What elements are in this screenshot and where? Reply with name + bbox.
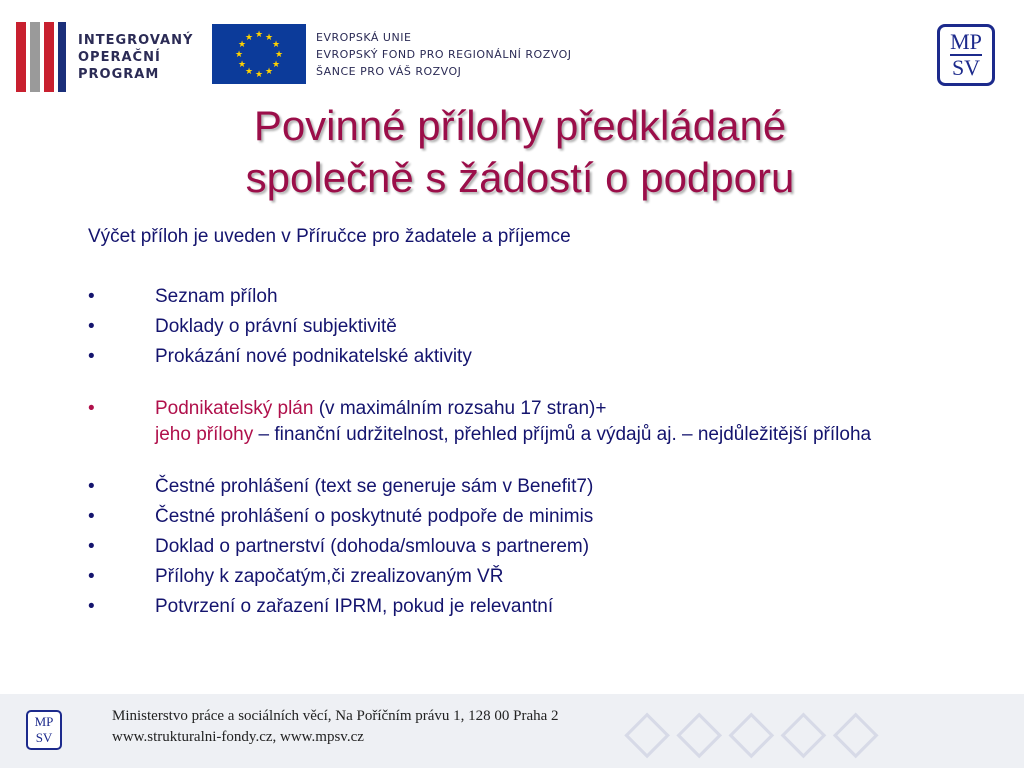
list-item-text: Potvrzení o zařazení IPRM, pokud je relevantní [155,596,554,617]
bullet-icon: • [88,316,95,337]
footer-line-1: Ministerstvo práce a sociálních věcí, Na Poříčním právu 1, 128 00 Praha 2 [112,708,559,724]
slide-footer [0,694,1024,768]
eu-line-2: EVROPSKÝ FOND PRO REGIONÁLNÍ ROZVOJ [316,47,572,61]
list-item [88,282,968,312]
eu-line-3: ŠANCE PRO VÁŠ ROZVOJ [316,64,462,78]
list-item [88,472,968,502]
list-item [88,502,968,532]
mpsv-logo [937,24,995,86]
list-item [88,562,968,592]
list-item [88,312,968,342]
bullet-icon: • [88,286,95,307]
bullet-icon: • [88,596,95,617]
list-item-text: Seznam příloh [155,286,278,307]
bullet-icon: • [88,476,95,497]
iop-logo-text [78,32,193,83]
slide-intro: Výčet příloh je uveden v Příručce pro žadatele a příjemce [88,226,571,247]
business-plan-text: (v maximálním rozsahu 17 stran)+ [313,398,607,419]
list-item-text: Doklady o právní subjektivitě [155,316,397,337]
iop-line-1: INTEGROVANÝ [78,32,194,48]
list-item [88,592,968,622]
business-plan-attachments-label: jeho přílohy [155,424,254,445]
footer-logo-bottom: SV [35,730,53,745]
footer-logo-top: MP [34,714,54,729]
bullet-icon: • [88,536,95,557]
eu-logo [212,24,571,84]
bullet-icon: • [88,346,95,367]
bullet-icon: • [88,398,95,419]
eu-flag-icon: ★ ★ ★ ★ ★ ★ ★ ★ ★ ★ ★ ★ [212,24,306,84]
mpsv-logo-bottom: SV [951,55,981,80]
footer-address [112,706,559,748]
list-item-text: Doklad o partnerství (dohoda/smlouva s partnerem) [155,536,590,557]
slide-title-line-1: Povinné přílohy předkládané [253,102,787,149]
footer-line-2: www.strukturalni-fondy.cz, www.mpsv.cz [112,729,364,745]
list-item-text: Prokázání nové podnikatelské aktivity [155,346,472,367]
list-item-text: Čestné prohlášení (text se generuje sám v Benefit7) [155,476,594,497]
list-item [88,342,968,372]
list-item-business-plan [88,396,968,448]
slide-title-line-2: společně s žádostí o podporu [245,154,795,201]
iop-logo [16,22,193,92]
business-plan-label: Podnikatelský plán [155,398,314,419]
iop-line-3: PROGRAM [78,66,160,82]
iop-bars-icon [16,22,66,92]
mpsv-logo-top: MP [950,29,982,54]
attachment-list [88,282,968,622]
eu-logo-text [316,29,571,80]
list-item-text: Přílohy k započatým,či zrealizovaným VŘ [155,566,504,587]
slide-title [100,100,940,204]
eu-line-1: EVROPSKÁ UNIE [316,30,412,44]
bullet-icon: • [88,566,95,587]
list-item [88,532,968,562]
footer-watermark-pattern: ◇◇◇◇◇ [624,698,885,764]
footer-mpsv-logo [26,710,62,750]
business-plan-attachments-text: – finanční udržitelnost, přehled příjmů a výdajů aj. – nejdůležitější příloha [253,424,872,445]
bullet-icon: • [88,506,95,527]
iop-line-2: OPERAČNÍ [78,49,161,65]
list-item-text: Čestné prohlášení o poskytnuté podpoře de minimis [155,506,594,527]
